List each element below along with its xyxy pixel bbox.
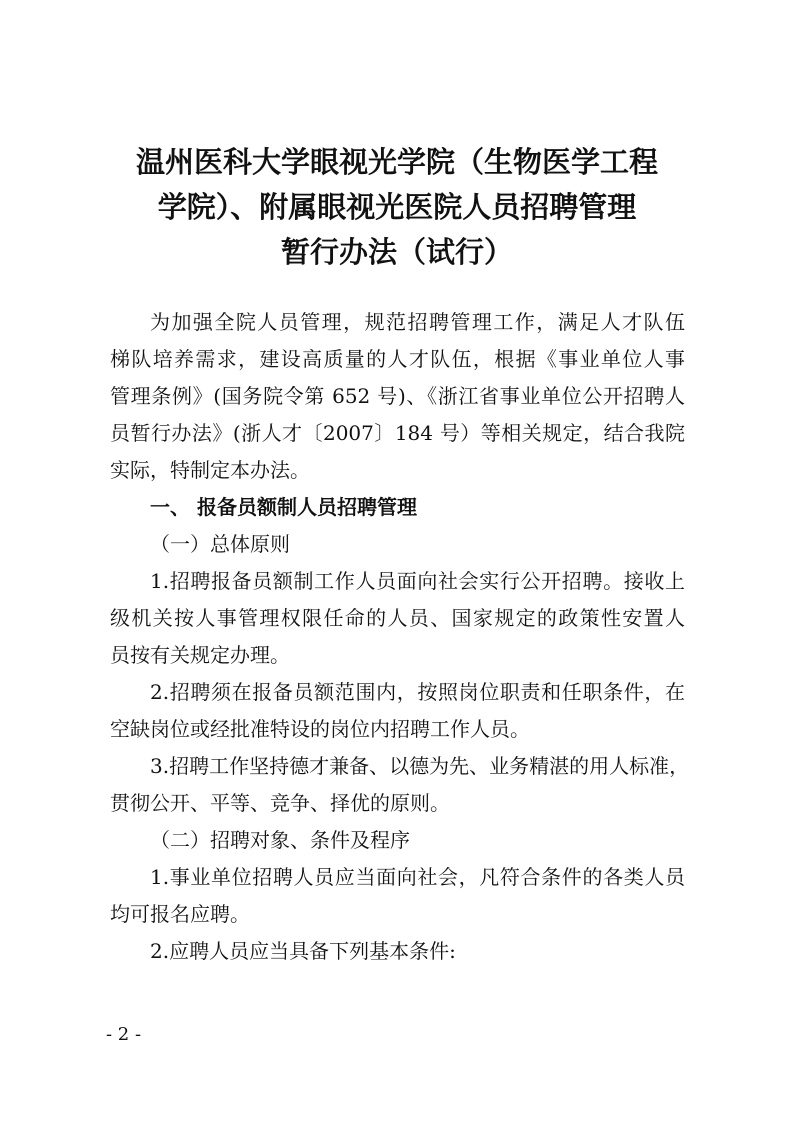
intro-line-4: 员暂行办法》(浙人才〔2007〕184 号）等相关规定，结合我院: [110, 421, 685, 445]
intro-line-2: 梯队培养需求，建设高质量的人才队伍，根据《事业单位人事: [110, 347, 685, 371]
title-line-3: 暂行办法（试行）: [280, 235, 513, 269]
principle-1-line-2: 级机关按人事管理权限任命的人员、国家规定的政策性安置人: [110, 606, 685, 630]
subsection-2-heading: （二）招聘对象、条件及程序: [150, 828, 410, 852]
intro-line-5: 实际，特制定本办法。: [110, 458, 310, 482]
principle-2-line-2: 空缺岗位或经批准特设的岗位内招聘工作人员。: [110, 717, 530, 741]
intro-line-1: 为加强全院人员管理，规范招聘管理工作，满足人才队伍: [150, 310, 685, 334]
intro-line-3: 管理条例》(国务院令第 652 号)、《浙江省事业单位公开招聘人: [110, 384, 685, 408]
subsection-1-heading: （一）总体原则: [150, 532, 290, 556]
recruit-2-line-1: 2.应聘人员应当具备下列基本条件:: [150, 939, 456, 963]
section-1-heading: 一、 报备员额制人员招聘管理: [150, 495, 417, 519]
recruit-1-line-2: 均可报名应聘。: [110, 902, 250, 926]
page-number: - 2 -: [106, 1024, 142, 1045]
principle-1-line-3: 员按有关规定办理。: [110, 643, 290, 667]
principle-3-line-1: 3.招聘工作坚持德才兼备、以德为先、业务精湛的用人标准，: [150, 754, 690, 778]
principle-2-line-1: 2.招聘须在报备员额范围内，按照岗位职责和任职条件，在: [150, 680, 685, 704]
recruit-1-line-1: 1.事业单位招聘人员应当面向社会，凡符合条件的各类人员: [150, 865, 685, 889]
document-title: [0, 140, 794, 275]
title-line-2: 学院）、附属眼视光医院人员招聘管理: [157, 190, 637, 224]
title-line-1: 温州医科大学眼视光学院（生物医学工程: [135, 145, 658, 179]
principle-3-line-2: 贯彻公开、平等、竞争、择优的原则。: [110, 791, 450, 815]
principle-1-line-1: 1.招聘报备员额制工作人员面向社会实行公开招聘。接收上: [150, 569, 685, 593]
